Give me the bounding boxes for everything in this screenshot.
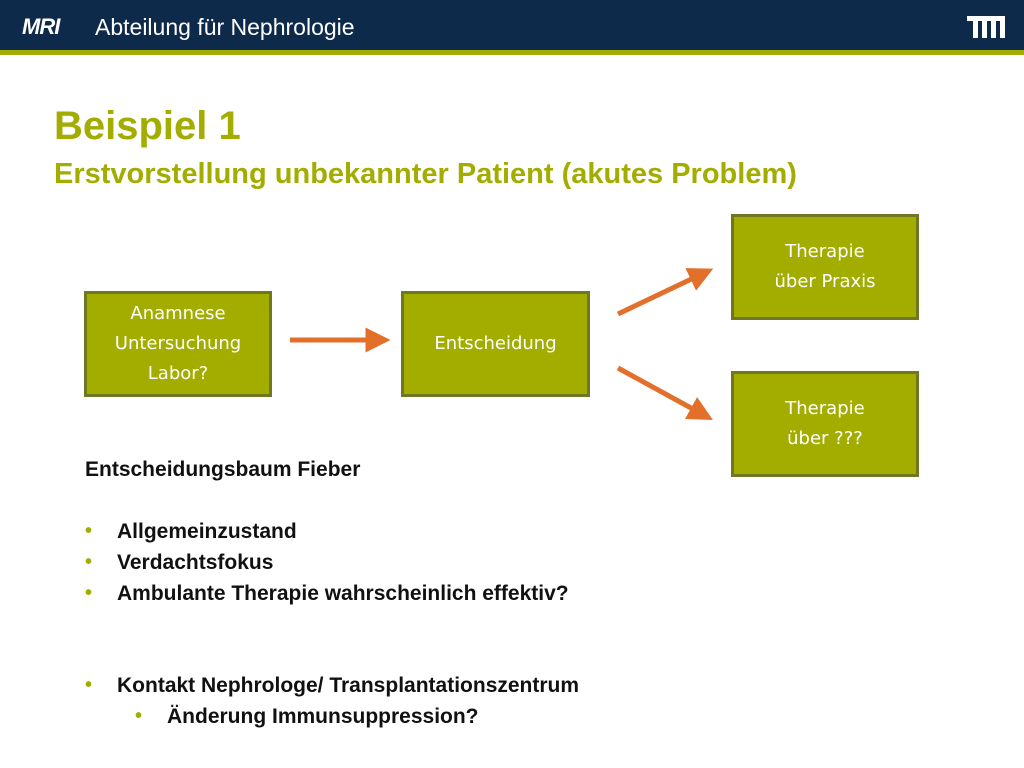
box-anamnese: [84, 291, 272, 397]
box-therapie-unknown-line: über ???: [787, 428, 863, 449]
list-item-text: Kontakt Nephrologe/ Transplantationszentrum: [117, 674, 580, 697]
bullet-icon: •: [135, 705, 143, 727]
list-item: [85, 670, 579, 701]
list-item-text: Verdachtsfokus: [117, 551, 274, 574]
header-accent-stripe: [0, 50, 1024, 55]
bullet-icon: •: [85, 551, 93, 573]
arrow-to-therapie-unknown: [618, 368, 702, 414]
list-item-text: Ambulante Therapie wahrscheinlich effektiv?: [117, 582, 569, 605]
box-therapie-praxis-line: Therapie: [785, 241, 865, 262]
mri-logo: MRI: [22, 14, 60, 39]
list-item: [85, 547, 569, 578]
box-therapie-unknown-line: Therapie: [785, 398, 865, 419]
bullet-list-criteria: [85, 516, 569, 609]
box-therapie-unknown: [731, 371, 919, 477]
box-entscheidung-line: Entscheidung: [434, 333, 557, 354]
bullet-icon: •: [85, 582, 93, 604]
section-heading: Entscheidungsbaum Fieber: [85, 458, 361, 481]
header-bar: [0, 0, 1024, 50]
sub-list-item: [85, 701, 579, 732]
sub-list-item-text: Änderung Immunsuppression?: [167, 705, 479, 728]
list-item: [85, 578, 569, 609]
arrow-to-therapie-praxis: [618, 274, 702, 314]
box-therapie-praxis: [731, 214, 919, 320]
bullet-icon: •: [85, 520, 93, 542]
department-title: Abteilung für Nephrologie: [95, 14, 355, 40]
box-anamnese-line: Untersuchung: [114, 333, 242, 354]
slide-title: Beispiel 1: [54, 104, 241, 148]
slide-subtitle: Erstvorstellung unbekannter Patient (akutes Problem): [54, 158, 797, 190]
box-anamnese-line: Labor?: [147, 363, 209, 384]
bullet-list-contact: [85, 670, 579, 732]
box-anamnese-line: Anamnese: [130, 303, 226, 324]
list-item-text: Allgemeinzustand: [117, 520, 297, 543]
box-therapie-praxis-line: über Praxis: [774, 271, 876, 292]
tum-logo: [967, 16, 1005, 38]
bullet-icon: •: [85, 674, 93, 696]
box-entscheidung: [401, 291, 590, 397]
list-item: [85, 516, 569, 547]
